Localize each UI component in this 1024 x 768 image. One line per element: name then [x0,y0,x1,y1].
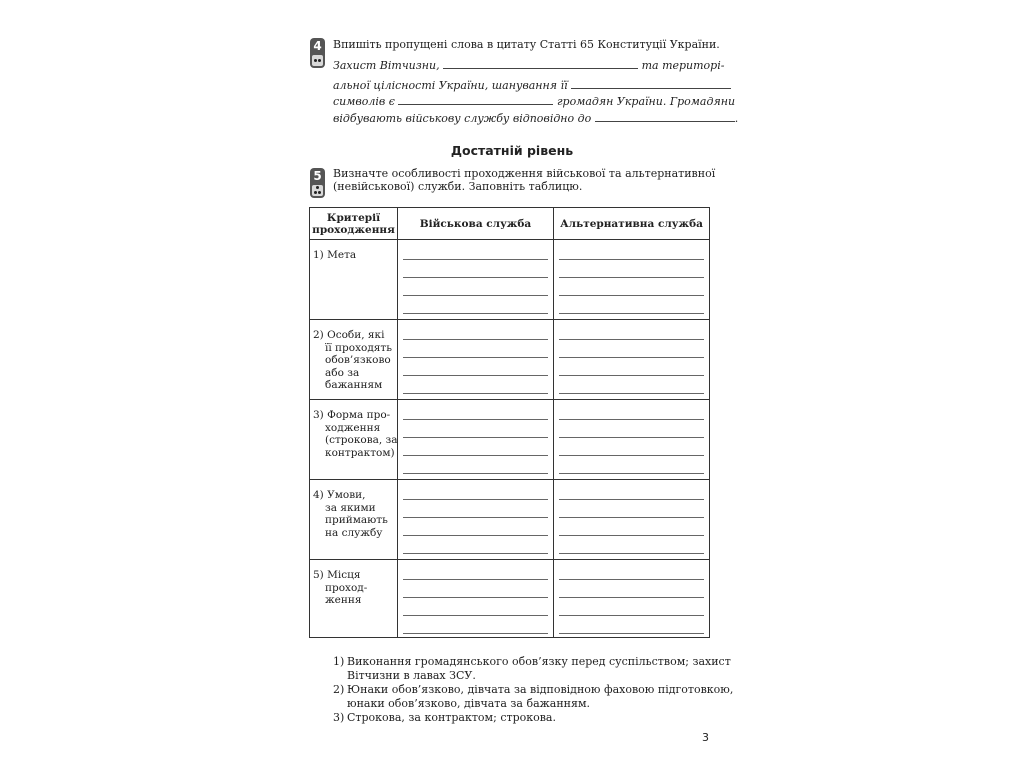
answer-line-alternative-row2[interactable] [559,393,704,394]
task-number: 4 [313,39,322,53]
quote-line-2: альної цілісності України, шанування її [333,78,731,93]
quote-line-4: відбувають військову службу відповідно до . [333,112,739,125]
answer-line-military-row3[interactable] [403,437,548,438]
answer-line-military-row5[interactable] [403,615,548,616]
answer-line-alternative-row5[interactable] [559,579,704,580]
answer-line-military-row3[interactable] [403,473,548,474]
answer-line-alternative-row5[interactable] [559,615,704,616]
header-alternative-service: Альтернативна служба [560,217,703,230]
answer-line-alternative-row3[interactable] [559,455,704,456]
answer-line-military-row2[interactable] [403,393,548,394]
answer-line-military-row4[interactable] [403,517,548,518]
answer-line-alternative-row2[interactable] [559,339,704,340]
answer-line-military-row3[interactable] [403,419,548,420]
answer-line-military-row5[interactable] [403,579,548,580]
row-label-places: 5) Місця проход- ження [313,569,368,606]
blank-field-3[interactable] [398,94,553,105]
task-4-instruction: Впишіть пропущені слова в цитату Статті 65 Конституції України. [333,38,720,51]
answer-line-alternative-row1[interactable] [559,277,704,278]
answer-line-alternative-row1[interactable] [559,259,704,260]
answer-item: 1) Виконання громадянського обов’язку перед суспільством; захист Вітчизни в лавах ЗСУ. [333,655,731,682]
answer-item: 2) Юнаки обов’язково, дівчата за відповідною фаховою підготовкою, юнаки обов’язково, дівчата за бажанням. [333,683,734,710]
header-criteria: Критерії проходження [312,211,395,236]
answer-line-alternative-row2[interactable] [559,357,704,358]
page-number: 3 [702,731,709,744]
answer-line-alternative-row2[interactable] [559,375,704,376]
answers-list [333,655,733,725]
difficulty-dots-icon [312,55,323,66]
answer-line-alternative-row3[interactable] [559,473,704,474]
answer-line-military-row5[interactable] [403,633,548,634]
answer-line-military-row5[interactable] [403,597,548,598]
answer-item: 3) Строкова, за контрактом; строкова. [333,711,556,724]
answer-line-military-row2[interactable] [403,357,548,358]
section-title: Достатній рівень [450,143,574,158]
row-label-form: 3) Форма про- ходження (строкова, за контрактом) [313,409,398,459]
answer-line-military-row4[interactable] [403,535,548,536]
answer-line-alternative-row3[interactable] [559,419,704,420]
answer-line-military-row1[interactable] [403,259,548,260]
answer-line-military-row4[interactable] [403,553,548,554]
answer-line-military-row2[interactable] [403,375,548,376]
task-5-instruction-line-1: Визначте особливості проходження військової та альтернативної [333,167,716,180]
row-label-goal: 1) Мета [313,249,357,261]
task-5-badge [310,168,325,198]
task-number: 5 [313,169,322,183]
task-5-instruction-line-2: (невійськової) служби. Заповніть таблицю. [333,180,583,193]
row-label-persons: 2) Особи, які її проходять обов’язково або за бажанням [313,329,392,391]
answer-line-military-row2[interactable] [403,339,548,340]
answer-line-alternative-row4[interactable] [559,553,704,554]
answer-line-alternative-row4[interactable] [559,517,704,518]
answer-line-alternative-row5[interactable] [559,597,704,598]
quote-line-1: Захист Вітчизни, та територі- [333,59,725,72]
task-4-badge [310,38,325,68]
service-comparison-table [309,207,710,638]
row-label-conditions: 4) Умови, за якими приймають на службу [313,489,388,539]
blank-field-1[interactable] [443,58,638,69]
answer-line-military-row1[interactable] [403,277,548,278]
answer-line-alternative-row1[interactable] [559,295,704,296]
header-military-service: Військова служба [419,217,532,230]
blank-field-2[interactable] [571,78,731,89]
answer-line-military-row3[interactable] [403,455,548,456]
answer-line-alternative-row4[interactable] [559,499,704,500]
answer-line-military-row4[interactable] [403,499,548,500]
answer-line-alternative-row5[interactable] [559,633,704,634]
quote-line-3: символів є громадян України. Громадяни [333,95,736,108]
answer-line-military-row1[interactable] [403,295,548,296]
answer-line-military-row1[interactable] [403,313,548,314]
answer-line-alternative-row3[interactable] [559,437,704,438]
difficulty-dots-icon [312,185,323,196]
answer-line-alternative-row4[interactable] [559,535,704,536]
blank-field-4[interactable] [595,111,735,122]
answer-line-alternative-row1[interactable] [559,313,704,314]
